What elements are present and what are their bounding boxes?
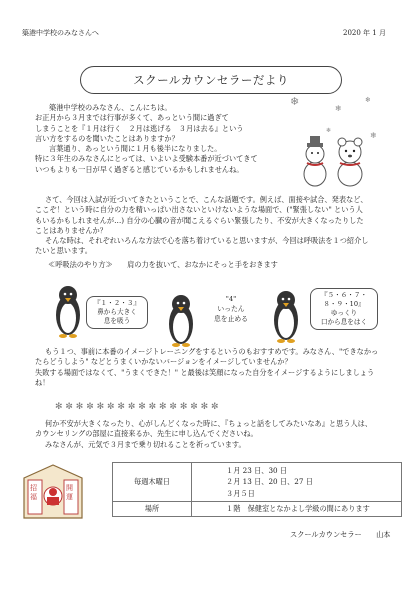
- breathing-method-heading: ≪呼吸法のやり方≫ 肩の力を抜いて、おなかにそっと手をおきます: [48, 260, 278, 269]
- text-line: 言い方をするのを聞いたことはありますか？: [35, 133, 179, 143]
- ema-right-label: 開運: [66, 484, 73, 501]
- ema-left-label: 招福: [30, 484, 37, 501]
- header-recipient: 築港中学校のみなさんへ: [22, 29, 99, 37]
- text-line: カウンセリングの部屋に直接来るか、先生に申し込んでくださいね。: [35, 429, 258, 439]
- bubble-text: 息を止める: [214, 315, 248, 323]
- header-date: 2020 年 1 月: [343, 29, 386, 37]
- bubble-text: 口から息をはく: [320, 318, 368, 326]
- text-line: ここぞ！という時に自分の力を精いっぱい出さないといけないような場面で、("緊張しない" という人: [35, 205, 363, 215]
- schedule-place-label: 場所: [113, 502, 192, 517]
- bubble-text: ８・９・10』: [323, 300, 365, 308]
- text-line: さて、今回は入試が近づいてきたということで、こんな話題です。例えば、面接や試合、発表など、: [45, 195, 368, 204]
- text-line: たいと思います。: [35, 246, 92, 256]
- snowflake-icon: ❄: [365, 96, 371, 104]
- schedule-day-label: 毎週木曜日: [113, 463, 192, 502]
- schedule-date: ３月５日: [226, 488, 255, 498]
- text-line: 特に３年生のみなさんにとっては、いよいよ受験本番が近づいてきて: [35, 154, 258, 164]
- speech-text-hold: [203, 294, 259, 324]
- text-line: もう１つ、事前に本番のイメージトレーニングをするというのもおすすめです。みなさん、"できなかっ: [45, 347, 379, 356]
- bubble-text: 息を吸う: [103, 317, 131, 325]
- schedule-place-value: １階 保健室となかよし学級の間にあります: [192, 502, 402, 517]
- text-line: ね！: [35, 377, 50, 387]
- table-row: [113, 502, 402, 517]
- topic-paragraph: [35, 195, 395, 257]
- text-line: もいるかもしれませんが…) 自分の心臓の音が聞こえるぐらい緊張したり、不安が大きくなったりした: [35, 215, 364, 225]
- text-line: いつもよりも一日が早く過ぎると感じているかもしれませんね。: [35, 164, 244, 174]
- table-row: [113, 463, 402, 502]
- schedule-date: ２月 13 日、20 日、27 日: [226, 477, 313, 487]
- bubble-text: いったん: [217, 305, 245, 313]
- svg-text:❄: ❄: [326, 127, 332, 134]
- snowflake-divider: ✻ ✼ ✻ ✼ ✻ ✼ ✻ ✼ ✻ ✼ ✻ ✼ ✻ ✼ ✻ ✼: [55, 402, 219, 412]
- penguin-illustration: [52, 283, 84, 339]
- text-line: 言葉通り、あっという間に１月も後半になりました。: [49, 144, 222, 154]
- svg-text:❄: ❄: [370, 131, 377, 140]
- text-line: そんな時は、それぞれいろんな方法で心を落ち着けていると思いますが、今回は呼吸法を１つ紹介し: [45, 236, 369, 246]
- bubble-text: 『１・２・３』: [93, 299, 141, 307]
- snowflake-icon: ❄: [290, 95, 300, 108]
- text-line: たらどうしよう" などとうまくいかないバージョンをイメージしていませんか？: [35, 357, 292, 367]
- bubble-text: ゆっくり: [330, 309, 358, 317]
- counseling-schedule-table: [112, 462, 402, 517]
- penguin-illustration: [165, 292, 197, 348]
- bubble-text: "4": [225, 295, 237, 303]
- schedule-dates-cell: [192, 463, 402, 502]
- signature: スクールカウンセラー 山本: [290, 530, 391, 539]
- text-line: 何か不安が大きくなったり、心がしんどくなった時に、『ちょっと話をしてみたいなあ』と思う人は、: [45, 419, 373, 428]
- text-line: みなさんが、元気で３月まで乗り切れることを祈っています。: [45, 439, 246, 449]
- image-training-paragraph: [35, 347, 395, 388]
- intro-paragraph: [35, 103, 395, 175]
- text-line: ことはありませんか？: [35, 225, 107, 235]
- text-line: 失敗する場面ではなくて、"うまくできた！" と最後は笑顔になった自分をイメージするようにしましょう: [35, 367, 375, 377]
- counseling-paragraph: [35, 419, 395, 450]
- newsletter-title: スクールカウンセラーだより: [133, 73, 289, 87]
- schedule-date: １月 23 日、30 日: [226, 465, 288, 475]
- penguin-illustration: [270, 288, 302, 344]
- bubble-text: 鼻から大きく: [97, 308, 137, 316]
- speech-bubble-inhale: [86, 296, 148, 329]
- speech-bubble-exhale: [310, 288, 378, 330]
- text-line: しまうことを『１月は行く ２月は逃げる ３月は去る』という: [35, 123, 244, 133]
- text-line: 築港中学校のみなさん、こんにちは。: [49, 103, 172, 112]
- snowflake-icon: ❄: [335, 104, 342, 113]
- newsletter-title-box: [80, 66, 342, 94]
- bubble-text: 『５・６・７・: [320, 291, 368, 299]
- text-line: お正月から３月までは行事が多くて、あっという間に過ぎて: [35, 113, 229, 123]
